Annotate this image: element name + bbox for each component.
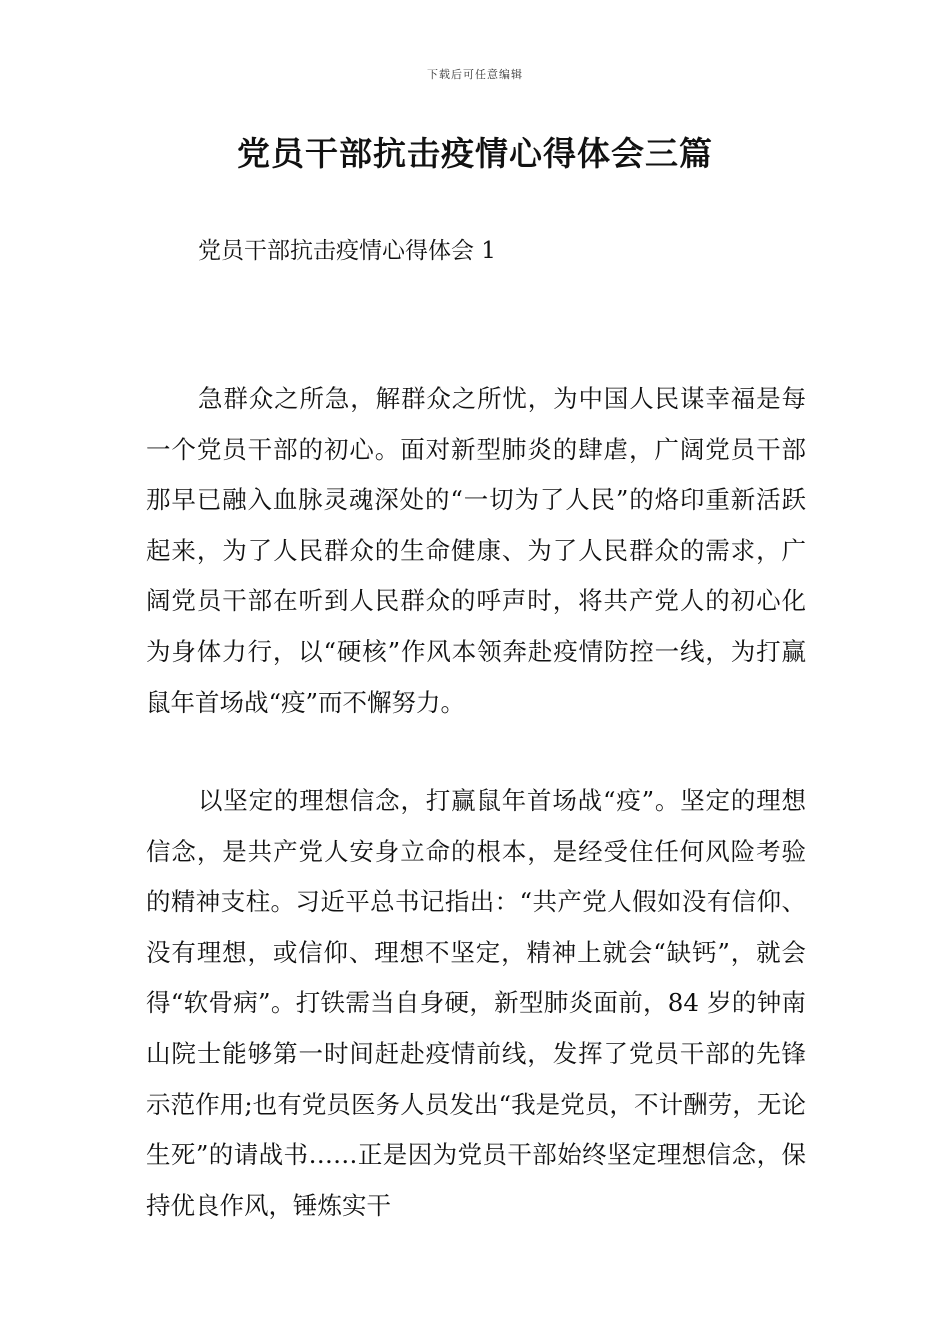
paragraph-1: 急群众之所急，解群众之所忧，为中国人民谋幸福是每一个党员干部的初心。面对新型肺炎的肆虐，广阔党员干部那早已融入血脉灵魂深处的“一切为了人民”的烙印重新活跃起来，为了人民群众的生命健康、为了人民群众的需求，广阔党员干部在听到人民群众的呼声时，将共产党人的初心化为身体力行，以“硬核”作风本领奔赴疫情防控一线，为打赢鼠年首场战“疫”而不懈努力。 [146,384,806,717]
section-heading: 党员干部抗击疫情心得体会 1 [198,238,496,264]
header-note: 下载后可任意编辑 [427,68,523,81]
document-title: 党员干部抗击疫情心得体会三篇 [237,134,713,173]
paragraph-2: 以坚定的理想信念，打赢鼠年首场战“疫”。坚定的理想信念，是共产党人安身立命的根本，是经受住任何风险考验的精神支柱。习近平总书记指出：“共产党人假如没有信仰、没有理想，或信仰、理想不坚定，精神上就会“缺钙”，就会得“软骨病”。打铁需当自身硬，新型肺炎面前，84 岁的钟南山院士能够第一时间赶赴疫情前线，发挥了党员干部的先锋示范作用;也有党员医务人员发出“我是党员，不计酬劳，无论生死”的请战书……正是因为党员干部始终坚定理想信念，保持优良作风，锤炼实干 [146,786,806,1220]
